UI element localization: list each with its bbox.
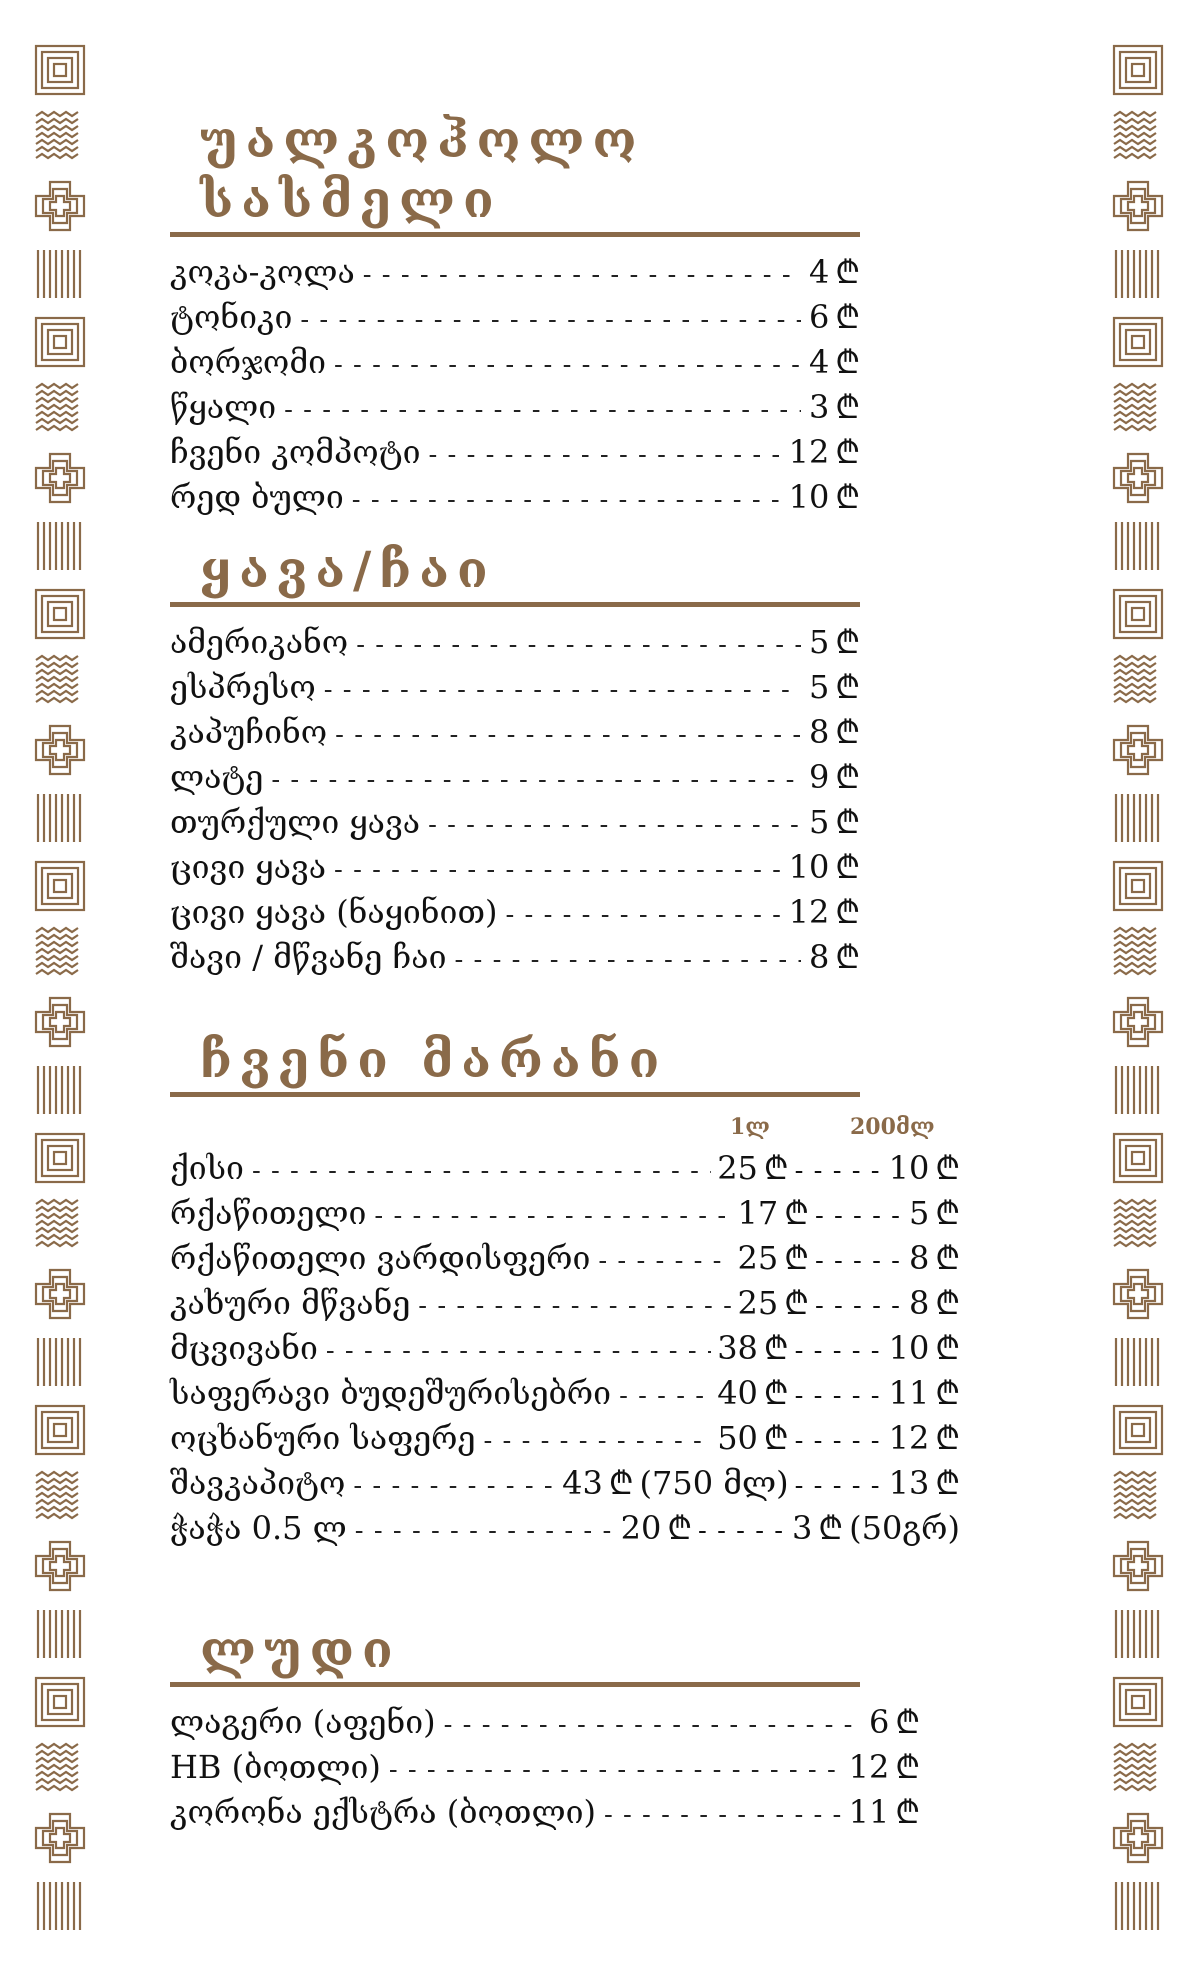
dot-leader	[334, 849, 781, 891]
menu-item	[170, 891, 860, 936]
section-title: ჩვენი მარანი	[200, 1030, 668, 1089]
square-ornament-icon	[30, 40, 90, 100]
currency-symbol: ₾	[835, 713, 860, 751]
wine-item	[170, 1507, 960, 1552]
square-ornament-icon	[1108, 1672, 1168, 1732]
wave-ornament-icon	[1108, 380, 1168, 440]
currency-symbol: ₾	[763, 1374, 789, 1412]
dot-leader	[252, 1150, 711, 1192]
cross-ornament-icon	[1108, 1264, 1168, 1324]
wine-item	[170, 1237, 960, 1282]
item-name: ამერიკანო	[170, 623, 349, 661]
item-name: კორონა ექსტრა (ბოთლი)	[170, 1793, 596, 1831]
wine-item	[170, 1282, 960, 1327]
menu-item	[170, 341, 860, 386]
dot-leader	[809, 1285, 905, 1327]
currency-symbol: ₾	[835, 298, 860, 336]
square-ornament-icon	[1108, 40, 1168, 100]
dot-leader	[619, 1375, 711, 1417]
menu-item	[170, 936, 860, 981]
wave-ornament-icon	[30, 1740, 90, 1800]
dot-leader	[428, 804, 801, 846]
cross-ornament-icon	[30, 1264, 90, 1324]
currency-symbol: ₾	[835, 343, 860, 381]
menu-item	[170, 386, 860, 431]
dot-leader	[334, 344, 801, 386]
dot-leader	[389, 1749, 841, 1791]
price-200ml: 8	[908, 1284, 930, 1322]
column-head-1l: 1ლ	[730, 1114, 770, 1140]
menu-item	[170, 711, 860, 756]
lines-ornament-icon	[30, 516, 90, 576]
item-price: 10	[788, 478, 830, 516]
currency-symbol: ₾	[763, 1419, 789, 1457]
price-1l: 25	[717, 1149, 758, 1187]
dot-leader	[335, 714, 801, 756]
menu-item	[170, 476, 860, 521]
currency-symbol: ₾	[763, 1329, 789, 1367]
item-name: კოკა-კოლა	[170, 253, 355, 291]
item-name: ესპრესო	[170, 668, 316, 706]
menu-item	[170, 846, 860, 891]
item-name: რედ ბული	[170, 478, 344, 516]
lines-ornament-icon	[1108, 1060, 1168, 1120]
price-200ml: 13	[888, 1464, 930, 1502]
dot-leader	[324, 669, 801, 711]
currency-symbol: ₾	[835, 253, 860, 291]
currency-symbol: ₾	[818, 1509, 844, 1547]
price-200ml: 5	[908, 1194, 930, 1232]
dot-leader	[483, 1420, 711, 1462]
square-ornament-icon	[30, 1672, 90, 1732]
square-ornament-icon	[30, 856, 90, 916]
dot-leader	[692, 1510, 788, 1552]
dot-leader	[355, 1510, 615, 1552]
currency-symbol: ₾	[667, 1509, 693, 1547]
item-price: 6	[868, 1703, 890, 1741]
dot-leader	[356, 624, 801, 666]
menu-item	[170, 251, 860, 296]
dot-leader	[604, 1794, 841, 1836]
currency-symbol: ₾	[935, 1149, 960, 1187]
cross-ornament-icon	[30, 992, 90, 1052]
lines-ornament-icon	[1108, 788, 1168, 848]
lines-ornament-icon	[30, 1604, 90, 1664]
item-name: ჩვენი კომპოტი	[170, 433, 421, 471]
price-200ml: 10	[888, 1329, 930, 1367]
item-price: 10	[788, 848, 830, 886]
wave-ornament-icon	[1108, 652, 1168, 712]
wave-ornament-icon	[30, 924, 90, 984]
item-price: 8	[808, 713, 830, 751]
menu-item	[170, 756, 860, 801]
dot-leader	[789, 1465, 885, 1507]
menu-item	[170, 1701, 920, 1746]
dot-leader	[418, 1285, 731, 1327]
dot-leader	[374, 1195, 731, 1237]
item-name: კაპუჩინო	[170, 713, 328, 751]
wave-ornament-icon	[30, 108, 90, 168]
currency-symbol: ₾	[895, 1793, 920, 1831]
dot-leader	[809, 1240, 905, 1282]
item-price: 5	[808, 623, 830, 661]
price-1l: 17	[737, 1194, 779, 1232]
currency-symbol: ₾	[935, 1194, 960, 1232]
currency-symbol: ₾	[895, 1748, 920, 1786]
item-name: წყალი	[170, 388, 277, 426]
item-name: ტონიკი	[170, 298, 293, 336]
dot-leader	[789, 1330, 885, 1372]
currency-symbol: ₾	[784, 1194, 809, 1232]
currency-symbol: ₾	[835, 758, 860, 796]
dot-leader	[505, 894, 780, 936]
item-name: შავი / მწვანე ჩაი	[170, 938, 447, 976]
item-name: თურქული ყავა	[170, 803, 421, 841]
cross-ornament-icon	[30, 1808, 90, 1868]
menu-item	[170, 666, 860, 711]
price-1l: 20	[620, 1509, 662, 1547]
item-price: 4	[808, 343, 830, 381]
section-divider	[170, 1682, 860, 1687]
menu-item	[170, 296, 860, 341]
item-price: 12	[788, 433, 830, 471]
dot-leader	[444, 1704, 861, 1746]
item-name: მცვივანი	[170, 1329, 318, 1367]
currency-symbol: ₾	[835, 478, 860, 516]
section-coffee-tea	[170, 540, 860, 981]
column-head-200ml: 200მლ	[850, 1114, 935, 1140]
wine-item	[170, 1372, 960, 1417]
dot-leader	[789, 1420, 885, 1462]
price-200ml: 12	[888, 1419, 930, 1457]
dot-leader	[353, 1465, 556, 1507]
wave-ornament-icon	[1108, 1468, 1168, 1528]
currency-symbol: ₾	[784, 1284, 809, 1322]
square-ornament-icon	[1108, 1128, 1168, 1188]
currency-symbol: ₾	[608, 1464, 634, 1502]
currency-symbol: ₾	[935, 1284, 960, 1322]
currency-symbol: ₾	[835, 433, 860, 471]
item-price: 5	[808, 668, 830, 706]
volume-note: (750 მლ)	[639, 1464, 789, 1502]
currency-symbol: ₾	[784, 1239, 809, 1277]
volume-note: (50გრ)	[849, 1509, 960, 1547]
wine-item	[170, 1462, 960, 1507]
menu-item	[170, 431, 860, 476]
item-name: ქისი	[170, 1149, 244, 1187]
currency-symbol: ₾	[763, 1149, 789, 1187]
lines-ornament-icon	[1108, 516, 1168, 576]
wine-item	[170, 1327, 960, 1372]
left-border-ornament	[30, 40, 90, 1940]
currency-symbol: ₾	[835, 893, 860, 931]
cross-ornament-icon	[1108, 448, 1168, 508]
lines-ornament-icon	[30, 1876, 90, 1936]
square-ornament-icon	[30, 312, 90, 372]
dot-leader	[352, 479, 781, 521]
item-price: 9	[808, 758, 830, 796]
item-name: HB (ბოთლი)	[170, 1748, 381, 1786]
item-name: რქაწითელი ვარდისფერი	[170, 1239, 591, 1277]
currency-symbol: ₾	[935, 1239, 960, 1277]
cross-ornament-icon	[1108, 720, 1168, 780]
lines-ornament-icon	[1108, 1604, 1168, 1664]
lines-ornament-icon	[1108, 244, 1168, 304]
item-name: ცივი ყავა (ნაყინით)	[170, 893, 498, 931]
dot-leader	[326, 1330, 711, 1372]
price-1l: 25	[737, 1284, 779, 1322]
section-soft-drinks	[170, 110, 860, 521]
wave-ornament-icon	[1108, 108, 1168, 168]
price-1l: 50	[717, 1419, 758, 1457]
square-ornament-icon	[1108, 312, 1168, 372]
menu-item	[170, 621, 860, 666]
currency-symbol: ₾	[895, 1703, 920, 1741]
square-ornament-icon	[30, 1128, 90, 1188]
item-name: ცივი ყავა	[170, 848, 327, 886]
cross-ornament-icon	[30, 720, 90, 780]
right-border-ornament	[1108, 40, 1168, 1940]
price-1l: 25	[737, 1239, 779, 1277]
menu-item	[170, 1791, 920, 1836]
square-ornament-icon	[1108, 856, 1168, 916]
item-price: 5	[808, 803, 830, 841]
wave-ornament-icon	[30, 1468, 90, 1528]
currency-symbol: ₾	[835, 623, 860, 661]
wine-item	[170, 1192, 960, 1237]
currency-symbol: ₾	[835, 388, 860, 426]
price-200ml: 3	[792, 1509, 813, 1547]
square-ornament-icon	[30, 1400, 90, 1460]
lines-ornament-icon	[1108, 1332, 1168, 1392]
item-name: ბორჯომი	[170, 343, 326, 381]
price-200ml: 11	[888, 1374, 930, 1412]
dot-leader	[809, 1195, 905, 1237]
item-name: ჭაჭა 0.5 ლ	[170, 1509, 347, 1547]
item-name: საფერავი ბუდეშურისებრი	[170, 1374, 612, 1412]
dot-leader	[789, 1150, 885, 1192]
item-price: 12	[848, 1748, 890, 1786]
wave-ornament-icon	[1108, 1740, 1168, 1800]
price-200ml: 8	[908, 1239, 930, 1277]
item-price: 12	[788, 893, 830, 931]
price-1l: 38	[717, 1329, 758, 1367]
wave-ornament-icon	[30, 1196, 90, 1256]
currency-symbol: ₾	[935, 1419, 960, 1457]
dot-leader	[598, 1240, 731, 1282]
section-title: უალკოჰოლო სასმელი	[200, 110, 645, 229]
cross-ornament-icon	[1108, 992, 1168, 1052]
section-title: ყავა/ჩაი	[200, 540, 496, 599]
section-divider	[170, 1092, 860, 1097]
dot-leader	[300, 299, 801, 341]
currency-symbol: ₾	[935, 1464, 960, 1502]
currency-symbol: ₾	[935, 1329, 960, 1367]
item-name: შავკაპიტო	[170, 1464, 346, 1502]
currency-symbol: ₾	[835, 938, 860, 976]
item-name: ლაგერი (აფენი)	[170, 1703, 436, 1741]
wave-ornament-icon	[30, 380, 90, 440]
menu-item	[170, 801, 860, 846]
cross-ornament-icon	[30, 176, 90, 236]
square-ornament-icon	[1108, 584, 1168, 644]
currency-symbol: ₾	[835, 803, 860, 841]
square-ornament-icon	[30, 584, 90, 644]
currency-symbol: ₾	[835, 668, 860, 706]
dot-leader	[789, 1375, 885, 1417]
cross-ornament-icon	[30, 448, 90, 508]
lines-ornament-icon	[30, 788, 90, 848]
section-title: ლუდი	[200, 1620, 401, 1679]
wave-ornament-icon	[1108, 924, 1168, 984]
wine-item	[170, 1417, 960, 1462]
item-price: 6	[808, 298, 830, 336]
item-name: ლატე	[170, 758, 264, 796]
cross-ornament-icon	[1108, 1808, 1168, 1868]
item-price: 4	[808, 253, 830, 291]
item-name: კახური მწვანე	[170, 1284, 411, 1322]
item-price: 8	[808, 938, 830, 976]
cross-ornament-icon	[30, 1536, 90, 1596]
lines-ornament-icon	[1108, 1876, 1168, 1936]
item-name: რქაწითელი	[170, 1194, 367, 1232]
section-wine-cellar	[170, 1030, 960, 1552]
menu-item	[170, 1746, 920, 1791]
price-200ml: 10	[888, 1149, 930, 1187]
price-1l: 40	[717, 1374, 758, 1412]
wave-ornament-icon	[1108, 1196, 1168, 1256]
dot-leader	[428, 434, 780, 476]
dot-leader	[271, 759, 801, 801]
item-price: 3	[808, 388, 830, 426]
wine-item	[170, 1147, 960, 1192]
square-ornament-icon	[1108, 1400, 1168, 1460]
cross-ornament-icon	[1108, 1536, 1168, 1596]
dot-leader	[363, 254, 801, 296]
lines-ornament-icon	[30, 244, 90, 304]
item-name: ოცხანური საფერე	[170, 1419, 476, 1457]
currency-symbol: ₾	[835, 848, 860, 886]
dot-leader	[454, 939, 800, 981]
lines-ornament-icon	[30, 1332, 90, 1392]
section-divider	[170, 602, 860, 607]
cross-ornament-icon	[1108, 176, 1168, 236]
wave-ornament-icon	[30, 652, 90, 712]
item-price: 11	[848, 1793, 890, 1831]
lines-ornament-icon	[30, 1060, 90, 1120]
dot-leader	[284, 389, 801, 431]
section-beer	[170, 1620, 920, 1836]
price-1l: 43	[562, 1464, 603, 1502]
currency-symbol: ₾	[935, 1374, 960, 1412]
section-divider	[170, 232, 860, 237]
